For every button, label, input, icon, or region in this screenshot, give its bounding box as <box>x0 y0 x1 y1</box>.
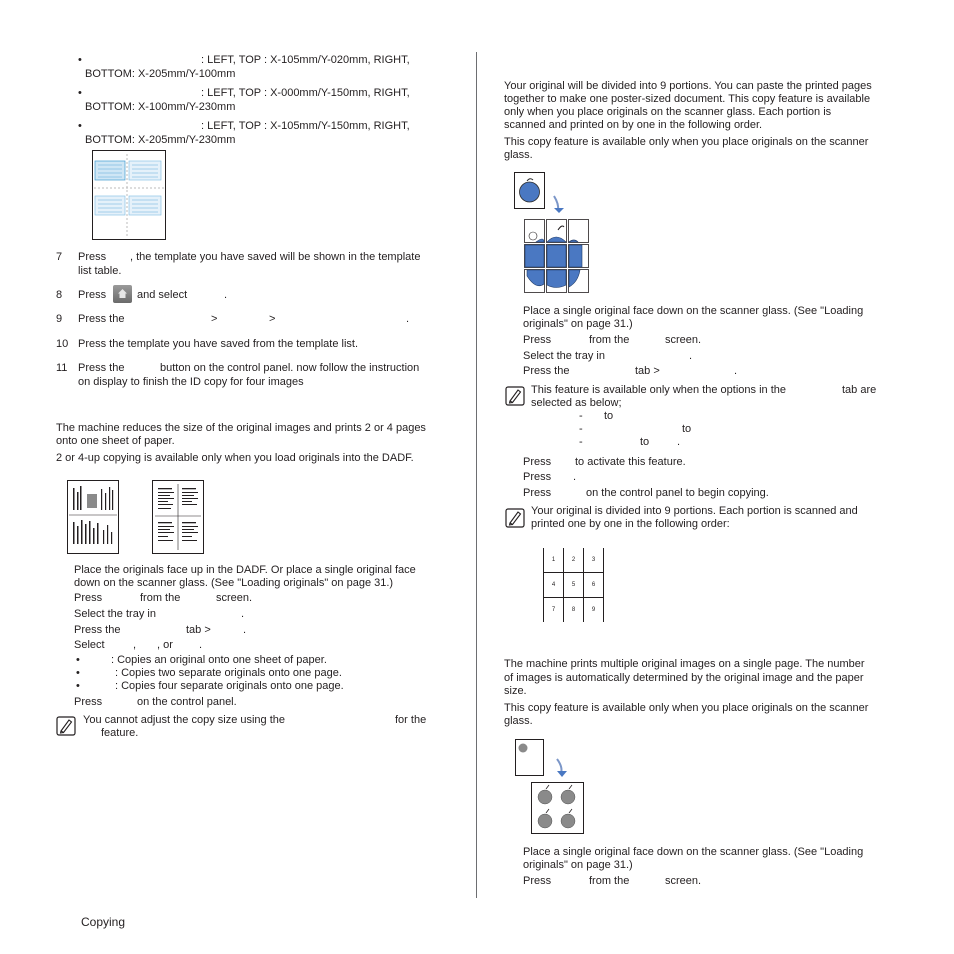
step-text: Press the <box>523 365 570 377</box>
bullet-dot: • <box>76 680 80 692</box>
bullet-text: BOTTOM: X-205mm/Y-100mm <box>85 68 236 80</box>
note-text: to <box>682 423 692 435</box>
bullet-text: : Copies four separate originals onto one page. <box>115 680 344 692</box>
step-text: Press <box>74 696 103 708</box>
poster-copy-figure <box>514 172 592 299</box>
note-icon <box>56 716 76 736</box>
step-text: screen. <box>216 592 253 604</box>
step-text: . <box>573 471 577 483</box>
step-text: originals" on page 31.) <box>523 859 633 871</box>
step-text: down on the scanner glass. (See "Loading originals" on page 31.) <box>74 577 394 589</box>
step-text: Press <box>523 875 552 887</box>
bullet-dot: • <box>76 667 80 679</box>
id-copy-template-figure <box>92 150 166 241</box>
step-text: Press <box>523 334 552 346</box>
note-text: for the <box>395 714 427 726</box>
step-text: tab > <box>635 365 660 377</box>
paragraph-line: only when you place originals on the scanner glass. Each portion is <box>504 106 832 118</box>
bullet-dot: • <box>78 120 82 132</box>
note-text: . <box>677 436 681 448</box>
step-number: 11 <box>56 362 68 374</box>
paragraph-line: scanned and printed on by one in the following order. <box>504 119 763 131</box>
step-text: on the control panel to begin copying. <box>586 487 769 499</box>
paragraph-line: Your original will be divided into 9 portions. You can paste the printed pages <box>504 80 872 92</box>
step-text: , or <box>157 639 173 651</box>
step-text: > <box>269 313 276 325</box>
note-text: feature. <box>101 727 139 739</box>
paragraph-line: glass. <box>504 149 533 161</box>
step-text: Press <box>74 592 103 604</box>
bullet-text: : Copies an original onto one sheet of paper. <box>111 654 327 666</box>
note-text: printed one by one in the following order: <box>531 518 730 530</box>
step-number: 7 <box>56 251 63 263</box>
bullet-text: BOTTOM: X-205mm/Y-230mm <box>85 134 236 146</box>
step-text: . <box>734 365 738 377</box>
paragraph-line: of images is automatically determined by the original image and the paper <box>504 672 864 684</box>
order-cell: 8 <box>563 598 583 622</box>
step-text: screen. <box>665 334 702 346</box>
column-divider <box>476 52 477 898</box>
note-text: Your original is divided into 9 portions. Each portion is scanned and <box>531 505 858 517</box>
step-text: screen. <box>665 875 702 887</box>
order-cell: 3 <box>583 548 603 572</box>
step-text: . <box>406 313 410 325</box>
step-text: Place a single original face down on the scanner glass. (See "Loading <box>523 305 864 317</box>
step-text: Press <box>523 487 552 499</box>
step-text: from the <box>589 334 630 346</box>
bullet-dot: • <box>78 87 82 99</box>
step-number: 8 <box>56 289 63 301</box>
step-text: Press <box>78 289 107 301</box>
step-text: to activate this feature. <box>575 456 686 468</box>
note-dash: - <box>579 410 583 422</box>
note-icon <box>505 386 525 406</box>
paragraph-line: The machine prints multiple original images on a single page. The number <box>504 658 865 670</box>
paragraph-line: onto one sheet of paper. <box>56 435 175 447</box>
step-text: tab > <box>186 624 211 636</box>
step-text: from the <box>589 875 630 887</box>
home-icon <box>113 285 132 303</box>
note-icon <box>505 508 525 528</box>
bullet-text: : Copies two separate originals onto one page. <box>115 667 342 679</box>
paragraph-line: The machine reduces the size of the original images and prints 2 or 4 pages <box>56 422 426 434</box>
footer-section-name: Copying <box>81 915 126 929</box>
bullet-text: BOTTOM: X-100mm/Y-230mm <box>85 101 236 113</box>
step-text: Press the template you have saved from the template list. <box>78 338 359 350</box>
bullet-text: : LEFT, TOP : X-105mm/Y-150mm, RIGHT, <box>201 120 410 132</box>
step-text: and select <box>137 289 188 301</box>
order-cell: 2 <box>563 548 583 572</box>
step-text: Place the originals face up in the DADF. Or place a single original face <box>74 564 416 576</box>
step-text: on the control panel. <box>137 696 237 708</box>
step-text: . <box>224 289 228 301</box>
step-text: Place a single original face down on the scanner glass. (See "Loading <box>523 846 864 858</box>
step-text: on display to finish the ID copy for four images <box>78 376 304 388</box>
step-number: 9 <box>56 313 63 325</box>
paragraph-line: size. <box>504 685 527 697</box>
order-cell: 4 <box>543 573 563 597</box>
clone-copy-figure <box>515 739 587 836</box>
paragraph-line: glass. <box>504 715 533 727</box>
note-text: You cannot adjust the copy size using the <box>83 714 286 726</box>
order-cell: 5 <box>563 573 583 597</box>
note-text: tab are <box>842 384 877 396</box>
step-text: list table. <box>78 265 122 277</box>
note-text: This feature is available only when the options in the <box>531 384 786 396</box>
note-text: to <box>640 436 650 448</box>
step-text: . <box>243 624 247 636</box>
step-text: Select the tray in <box>74 608 156 620</box>
paragraph-line: 2 or 4-up copying is available only when you load originals into the DADF. <box>56 452 414 464</box>
step-text: Press the <box>74 624 121 636</box>
step-text: button on the control panel. now follow the instruction <box>160 362 420 374</box>
step-text: originals" on page 31.) <box>523 318 633 330</box>
step-text: Press the <box>78 362 125 374</box>
order-cell: 7 <box>543 598 563 622</box>
print-order-grid <box>543 548 604 622</box>
bullet-dot: • <box>78 54 82 66</box>
step-text: . <box>241 608 245 620</box>
step-text: Select <box>74 639 105 651</box>
bullet-text: : LEFT, TOP : X-105mm/Y-020mm, RIGHT, <box>201 54 410 66</box>
step-text: from the <box>140 592 181 604</box>
note-text: to <box>604 410 614 422</box>
step-text: Select the tray in <box>523 350 605 362</box>
order-cell: 1 <box>543 548 563 572</box>
step-text: Press <box>78 251 107 263</box>
order-cell: 9 <box>583 598 603 622</box>
order-cell: 6 <box>583 573 603 597</box>
step-text: Press the <box>78 313 125 325</box>
paragraph-line: This copy feature is available only when you place originals on the scanner <box>504 702 869 714</box>
bullet-dot: • <box>76 654 80 666</box>
bullet-text: : LEFT, TOP : X-000mm/Y-150mm, RIGHT, <box>201 87 410 99</box>
step-text: Press <box>523 456 552 468</box>
paragraph-line: This copy feature is available only when you place originals on the scanner <box>504 136 869 148</box>
note-dash: - <box>579 436 583 448</box>
step-number: 10 <box>56 338 69 350</box>
step-text: . <box>199 639 203 651</box>
n-up-figure <box>67 480 207 555</box>
paragraph-line: together to make one poster-sized document. This copy feature is available <box>504 93 871 105</box>
step-text: Press <box>523 471 552 483</box>
note-text: selected as below; <box>531 397 622 409</box>
step-text: > <box>211 313 218 325</box>
note-dash: - <box>579 423 583 435</box>
step-text: . <box>689 350 693 362</box>
step-text: , the template you have saved will be shown in the template <box>130 251 421 263</box>
step-text: , <box>133 639 137 651</box>
